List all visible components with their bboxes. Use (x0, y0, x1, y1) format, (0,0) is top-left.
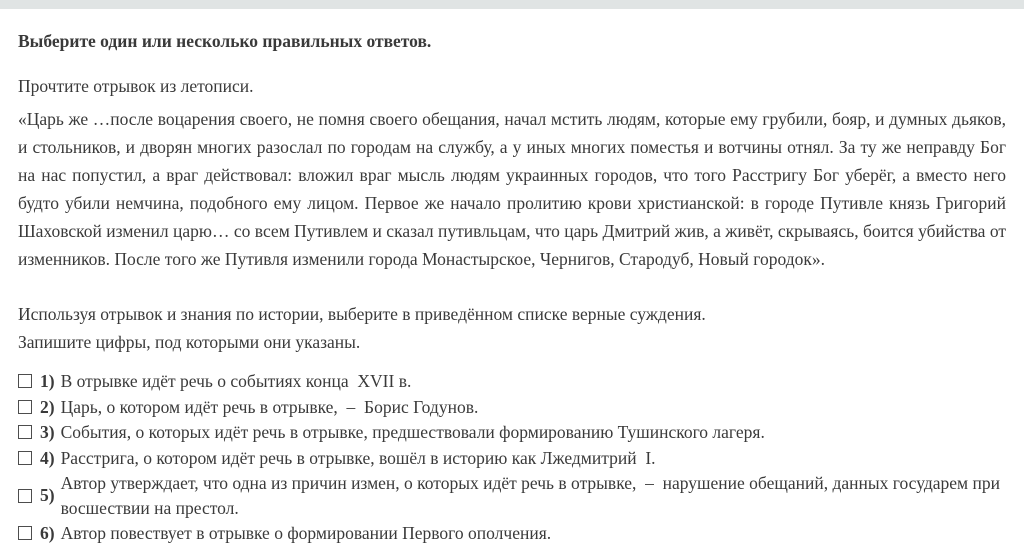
answer-option-6[interactable] (18, 521, 1006, 546)
checkbox-5[interactable] (18, 489, 32, 503)
answer-option-1[interactable] (18, 369, 1006, 394)
option-label: В отрывке идёт речь о событиях конца XVII в. (60, 371, 412, 391)
question-prompt: Выберите один или несколько правильных ответов. (18, 31, 432, 51)
top-bar (0, 0, 1024, 9)
option-number: 6) (40, 523, 55, 543)
option-number: 1) (40, 371, 55, 391)
option-number: 4) (40, 447, 55, 468)
passage-text: «Царь же …после воцарения своего, не помня своего обещания, начал мстить людям, которые ему грубили, бояр, и думных дьяков, и стольников, и дворян многих разослал по городам на службу, а у иных многих поместья и вотчины отнял. За ту же неправду Бог на нас попустил, а враг действовал: вложил враг мысль людям украинных городов, что того Расстригу Бог уберёг, а вместо него будто убили немчина, подобного ему лицом. Первое же начало пролитию крови христианской: в городе Путивле князь Григорий Шаховской изменил царю… со всем Путивлем и сказал путивльцам, что царь Дмитрий жив, а живёт, скрываясь, боится убийства от изменников. После того же Путивля изменили города Монастырское, Чернигов, Стародуб, Новый городок». (18, 109, 1006, 269)
intro-text: Прочтите отрывок из летописи. (18, 76, 254, 96)
option-label: Царь, о котором идёт речь в отрывке, – Борис Годунов. (60, 396, 479, 417)
checkbox-4[interactable] (18, 451, 32, 465)
option-label: Автор повествует в отрывке о формировании Первого ополчения. (60, 523, 552, 543)
checkbox-2[interactable] (18, 400, 32, 414)
instruction-line-2: Запишите цифры, под которыми они указаны. (18, 332, 361, 352)
checkbox-3[interactable] (18, 425, 32, 439)
instruction-line-1: Используя отрывок и знания по истории, выберите в приведённом списке верные суждения. (18, 304, 706, 324)
answer-options (18, 369, 1006, 546)
checkbox-6[interactable] (18, 526, 32, 540)
instructions (18, 300, 1006, 356)
question-page (0, 9, 1024, 546)
answer-option-3[interactable] (18, 420, 1006, 445)
answer-option-2[interactable] (18, 395, 1006, 420)
option-number: 3) (40, 422, 55, 442)
checkbox-1[interactable] (18, 374, 32, 388)
option-label: Автор утверждает, что одна из причин измен, о которых идёт речь в отрывке, – нарушение обещаний, данных государем при восшествии на престол. (60, 473, 1000, 518)
answer-option-5[interactable] (18, 471, 1006, 520)
option-number: 2) (40, 396, 55, 417)
option-label: Расстрига, о котором идёт речь в отрывке, вошёл в историю как Лжедмитрий I. (60, 447, 656, 468)
option-number: 5) (40, 485, 55, 506)
answer-option-4[interactable] (18, 446, 1006, 471)
option-label: События, о которых идёт речь в отрывке, предшествовали формированию Тушинского лагеря. (60, 422, 765, 442)
